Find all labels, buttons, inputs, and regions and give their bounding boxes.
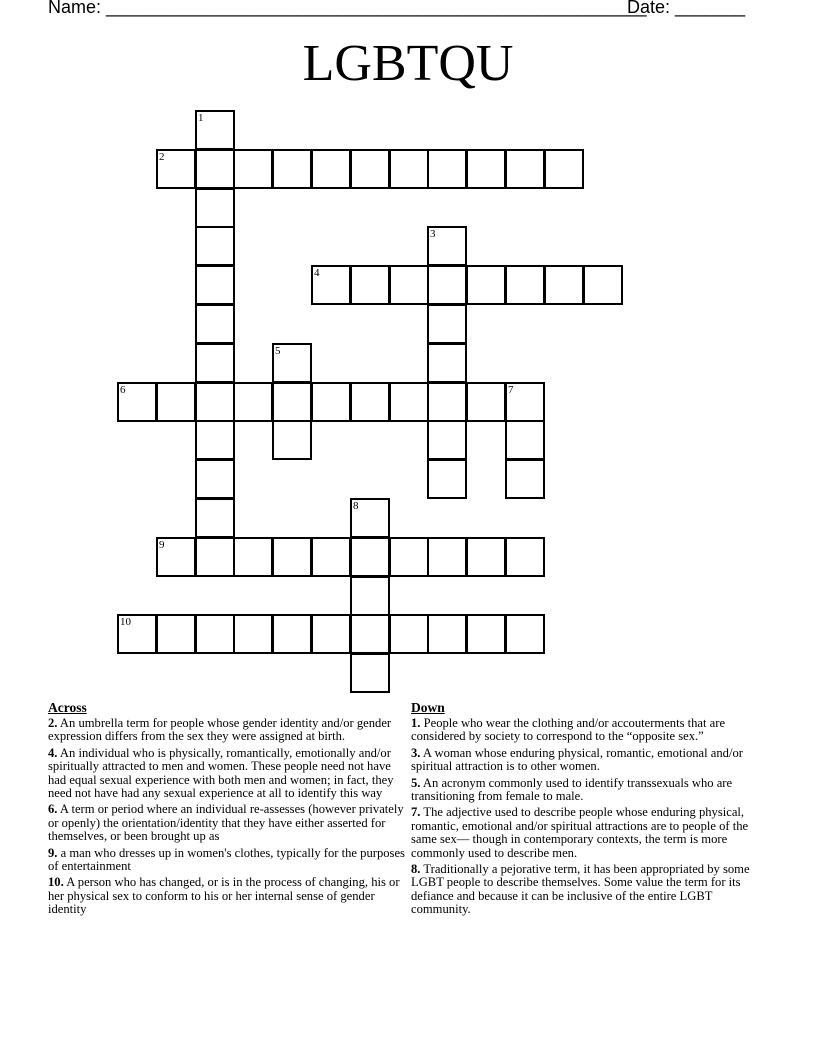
crossword-cell[interactable] [505, 459, 545, 499]
crossword-cell[interactable] [233, 537, 273, 577]
crossword-cell[interactable] [195, 343, 235, 383]
crossword-cell[interactable] [427, 343, 467, 383]
crossword-cell[interactable] [583, 265, 623, 305]
crossword-cell[interactable] [427, 459, 467, 499]
cell-number: 5 [275, 345, 281, 357]
crossword-cell[interactable] [427, 304, 467, 344]
crossword-cell[interactable] [195, 188, 235, 228]
crossword-cell[interactable] [350, 653, 390, 693]
cell-number: 9 [159, 539, 165, 551]
clue-text: An acronym commonly used to identify transsexuals who are transitioning from female to male. [411, 775, 733, 804]
crossword-cell[interactable] [466, 614, 506, 654]
crossword-cell[interactable] [272, 149, 312, 189]
across-clue-9 [48, 847, 408, 874]
crossword-cell[interactable] [427, 265, 467, 305]
crossword-cell[interactable] [272, 537, 312, 577]
crossword-cell[interactable] [311, 149, 351, 189]
crossword-cell[interactable] [350, 265, 390, 305]
clue-text: People who wear the clothing and/or accouterments that are considered by society to correspond to the “opposite sex.” [411, 716, 726, 744]
cell-number: 3 [430, 228, 436, 240]
down-clue-5 [411, 777, 771, 804]
crossword-cell[interactable] [272, 343, 312, 383]
clue-number: 6. [48, 802, 58, 817]
clue-text: An umbrella term for people whose gender identity and/or gender expression differs from the sex they were assigned at birth. [48, 716, 392, 744]
crossword-cell[interactable] [156, 537, 196, 577]
crossword-cell[interactable] [195, 420, 235, 460]
clue-text: The adjective used to describe people whose enduring physical, romantic, emotional and/or spiritual attractions are to people of the same sex— though in contemporary contexts, the term is more commonly used to describe men. [411, 805, 749, 860]
crossword-cell[interactable] [466, 265, 506, 305]
crossword-cell[interactable] [195, 110, 235, 150]
crossword-cell[interactable] [195, 265, 235, 305]
crossword-cell[interactable] [195, 226, 235, 266]
crossword-cell[interactable] [466, 537, 506, 577]
crossword-cell[interactable] [544, 149, 584, 189]
clue-text: Traditionally a pejorative term, it has been appropriated by some LGBT people to describe themselves. Some value the term for its defiance and because it can be inclusive of the entire LGBT community. [411, 862, 750, 917]
crossword-cell[interactable] [427, 537, 467, 577]
name-field-label: Name: ______________________________________________________ [48, 0, 647, 17]
cell-number: 1 [198, 112, 204, 124]
crossword-cell[interactable] [427, 382, 467, 422]
crossword-cell[interactable] [466, 149, 506, 189]
crossword-cell[interactable] [156, 149, 196, 189]
crossword-cell[interactable] [117, 382, 157, 422]
crossword-cell[interactable] [350, 149, 390, 189]
clue-number: 4. [48, 745, 58, 760]
crossword-cell[interactable] [233, 614, 273, 654]
crossword-cell[interactable] [195, 459, 235, 499]
across-clue-2 [48, 717, 408, 744]
crossword-cell[interactable] [117, 614, 157, 654]
puzzle-title: LGBTQU [302, 35, 514, 92]
crossword-cell[interactable] [195, 304, 235, 344]
crossword-cell[interactable] [350, 382, 390, 422]
clue-number: 5. [411, 775, 421, 790]
crossword-cell[interactable] [505, 420, 545, 460]
clue-number: 8. [411, 862, 421, 877]
crossword-cell[interactable] [311, 265, 351, 305]
down-heading: Down [411, 700, 445, 715]
cell-number: 8 [353, 500, 359, 512]
crossword-cell[interactable] [505, 382, 545, 422]
crossword-cell[interactable] [195, 537, 235, 577]
crossword-cell[interactable] [389, 149, 429, 189]
crossword-cell[interactable] [233, 382, 273, 422]
clue-number: 2. [48, 716, 58, 730]
down-clue-3 [411, 747, 771, 774]
cell-number: 6 [120, 384, 126, 396]
crossword-cell[interactable] [427, 614, 467, 654]
crossword-cell[interactable] [505, 537, 545, 577]
clue-number: 3. [411, 745, 421, 760]
crossword-cell[interactable] [156, 614, 196, 654]
crossword-cell[interactable] [389, 537, 429, 577]
cell-number: 7 [508, 384, 514, 396]
clue-number: 1. [411, 716, 421, 730]
clue-text: An individual who is physically, romantically, emotionally and/or spiritually attracted to men and women. These people need not have had equal sexual experience with both men and women; in fact, they need not have had any sexual experience at all to identify this way [48, 745, 394, 801]
crossword-cell[interactable] [233, 149, 273, 189]
crossword-cell[interactable] [505, 265, 545, 305]
across-clues [48, 700, 408, 920]
crossword-cell[interactable] [505, 614, 545, 654]
across-clue-6 [48, 803, 408, 843]
crossword-cell[interactable] [195, 614, 235, 654]
clue-text: A woman whose enduring physical, romantic, emotional and/or spiritual attraction is to other women. [411, 745, 743, 774]
down-clue-7 [411, 806, 771, 860]
crossword-cell[interactable] [195, 149, 235, 189]
across-clue-4 [48, 747, 408, 801]
cell-number: 10 [120, 616, 131, 628]
crossword-cell[interactable] [389, 614, 429, 654]
down-clues [411, 700, 771, 920]
crossword-cell[interactable] [156, 382, 196, 422]
across-clue-10 [48, 876, 408, 916]
clue-number: 9. [48, 845, 58, 860]
crossword-cell[interactable] [466, 382, 506, 422]
crossword-cell[interactable] [350, 614, 390, 654]
crossword-cell[interactable] [311, 382, 351, 422]
down-clue-1 [411, 717, 771, 744]
crossword-cell[interactable] [311, 614, 351, 654]
crossword-cell[interactable] [427, 226, 467, 266]
crossword-cell[interactable] [350, 537, 390, 577]
crossword-cell[interactable] [427, 420, 467, 460]
crossword-cell[interactable] [389, 265, 429, 305]
crossword-cell[interactable] [389, 382, 429, 422]
clue-text: A term or period where an individual re-assesses (however privately or openly) the orientation/identity that they have either asserted for themselves, or been brought up as [48, 802, 404, 844]
across-heading: Across [48, 700, 87, 715]
crossword-cell[interactable] [272, 420, 312, 460]
crossword-cell[interactable] [505, 149, 545, 189]
down-clue-8 [411, 863, 771, 917]
clue-number: 10. [48, 875, 64, 890]
crossword-cell[interactable] [272, 382, 312, 422]
date-field-label: Date: _______ [627, 0, 746, 17]
crossword-cell[interactable] [311, 537, 351, 577]
crossword-cell[interactable] [272, 614, 312, 654]
crossword-cell[interactable] [350, 576, 390, 616]
crossword-cell[interactable] [195, 498, 235, 538]
crossword-cell[interactable] [544, 265, 584, 305]
clue-text: a man who dresses up in women's clothes, typically for the purposes of entertainment [48, 845, 405, 874]
crossword-cell[interactable] [350, 498, 390, 538]
crossword-cell[interactable] [195, 382, 235, 422]
clue-number: 7. [411, 805, 421, 820]
clue-text: A person who has changed, or is in the process of changing, his or her physical sex to conform to his or her internal sense of gender identity [48, 875, 400, 917]
crossword-cell[interactable] [427, 149, 467, 189]
cell-number: 2 [159, 151, 165, 163]
cell-number: 4 [314, 267, 320, 279]
